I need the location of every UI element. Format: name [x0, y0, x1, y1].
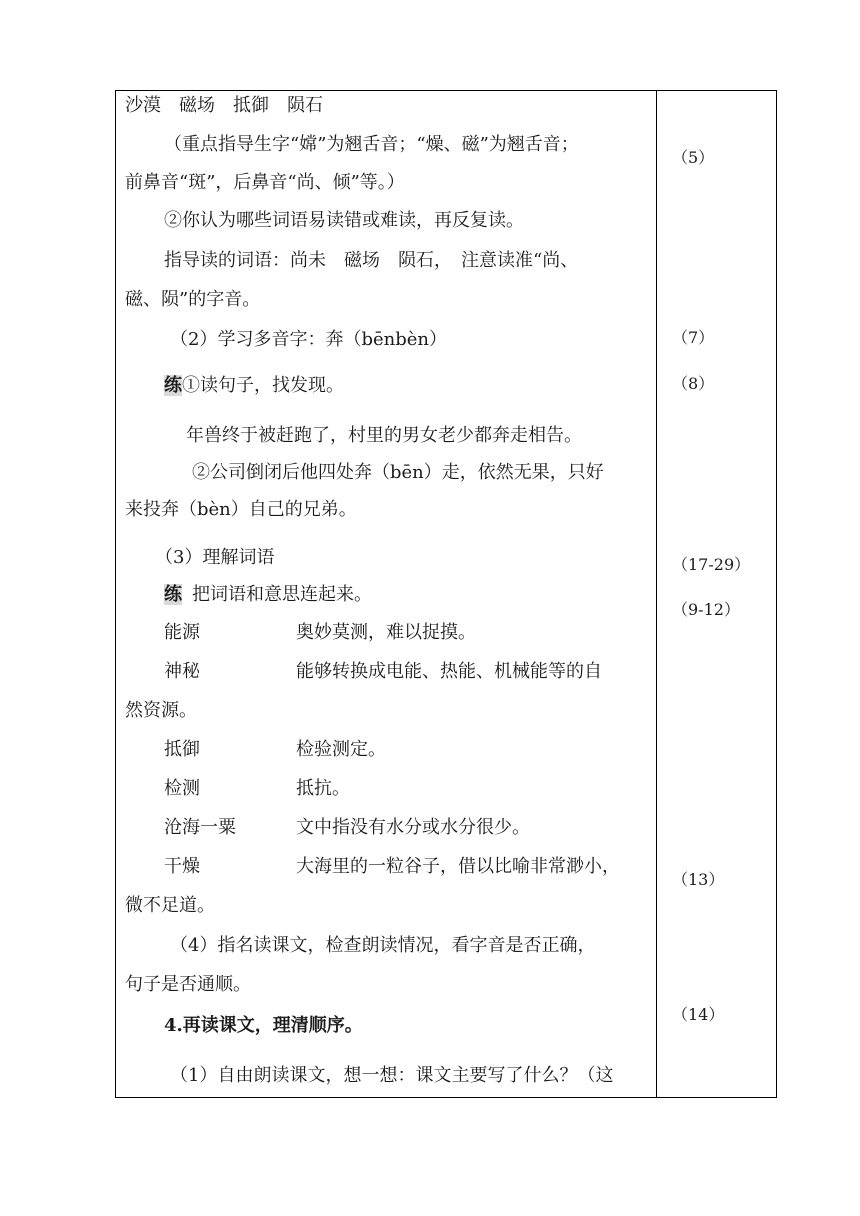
meaning-1: 奥妙莫测，难以捉摸。 [296, 622, 476, 643]
exercise-label: 练 [164, 375, 182, 396]
side-mark: （7） [672, 328, 715, 347]
meaning-3: 检验测定。 [296, 739, 386, 760]
read-check-line-1: （4）指名读课文，检查朗读情况，看字音是否正确， [170, 935, 596, 956]
read-check-line-2: 句子是否通顺。 [125, 974, 251, 995]
term-detect: 检测 [164, 778, 200, 799]
guide-line-1: 指导读的词语：尚未 磁场 陨石， 注意读准“尚、 [164, 250, 579, 271]
side-mark: （9-12） [672, 600, 740, 619]
meaning-4: 抵抗。 [296, 778, 350, 799]
side-mark: （5） [672, 148, 715, 167]
term-drop-in-ocean: 沧海一粟 [164, 817, 236, 838]
free-read-line: （1）自由朗读课文，想一想：课文主要写了什么？（这 [170, 1065, 614, 1086]
exercise-line-2 [164, 582, 372, 608]
meaning-2b: 然资源。 [125, 700, 197, 721]
side-mark: （14） [672, 1005, 725, 1024]
term-mysterious: 神秘 [164, 661, 200, 682]
exercise-text: 把词语和意思连起来。 [192, 584, 372, 605]
side-mark: （17-29） [672, 555, 751, 574]
example-sentence-2a: ②公司倒闭后他四处奔（bēn）走，依然无果，只好 [192, 462, 604, 483]
side-mark: （8） [672, 374, 715, 393]
term-energy: 能源 [164, 622, 200, 643]
instruction-line: ②你认为哪些词语易读错或难读，再反复读。 [164, 210, 524, 231]
example-sentence-2b: 来投奔（bèn）自己的兄弟。 [125, 499, 357, 520]
side-mark: （13） [672, 870, 725, 889]
exercise-line-1 [164, 373, 344, 399]
section-heading-reread: 4.再读课文，理清顺序。 [164, 1015, 363, 1036]
section-heading-polyphone: （2）学习多音字：奔（bēnbèn） [170, 329, 447, 350]
section-heading-vocab: （3）理解词语 [155, 547, 275, 568]
term-dry: 干燥 [164, 856, 200, 877]
meaning-6a: 大海里的一粒谷子，借以比喻非常渺小， [296, 856, 620, 877]
note-line-2: 前鼻音“斑”，后鼻音“尚、倾”等。） [125, 172, 405, 193]
example-sentence-1: 年兽终于被赶跑了，村里的男女老少都奔走相告。 [186, 425, 582, 446]
term-resist: 抵御 [164, 739, 200, 760]
column-divider [656, 91, 657, 1097]
note-line-1: （重点指导生字“嫦”为翘舌音；“燥、磁”为翘舌音； [164, 134, 579, 155]
meaning-2a: 能够转换成电能、热能、机械能等的自 [296, 661, 602, 682]
exercise-label: 练 [164, 584, 182, 605]
meaning-6b: 微不足道。 [125, 895, 215, 916]
guide-line-2: 磁、陨”的字音。 [125, 289, 261, 310]
vocab-list: 沙漠 磁场 抵御 陨石 [125, 95, 323, 116]
meaning-5: 文中指没有水分或水分很少。 [296, 817, 530, 838]
exercise-text: ①读句子，找发现。 [182, 375, 344, 396]
